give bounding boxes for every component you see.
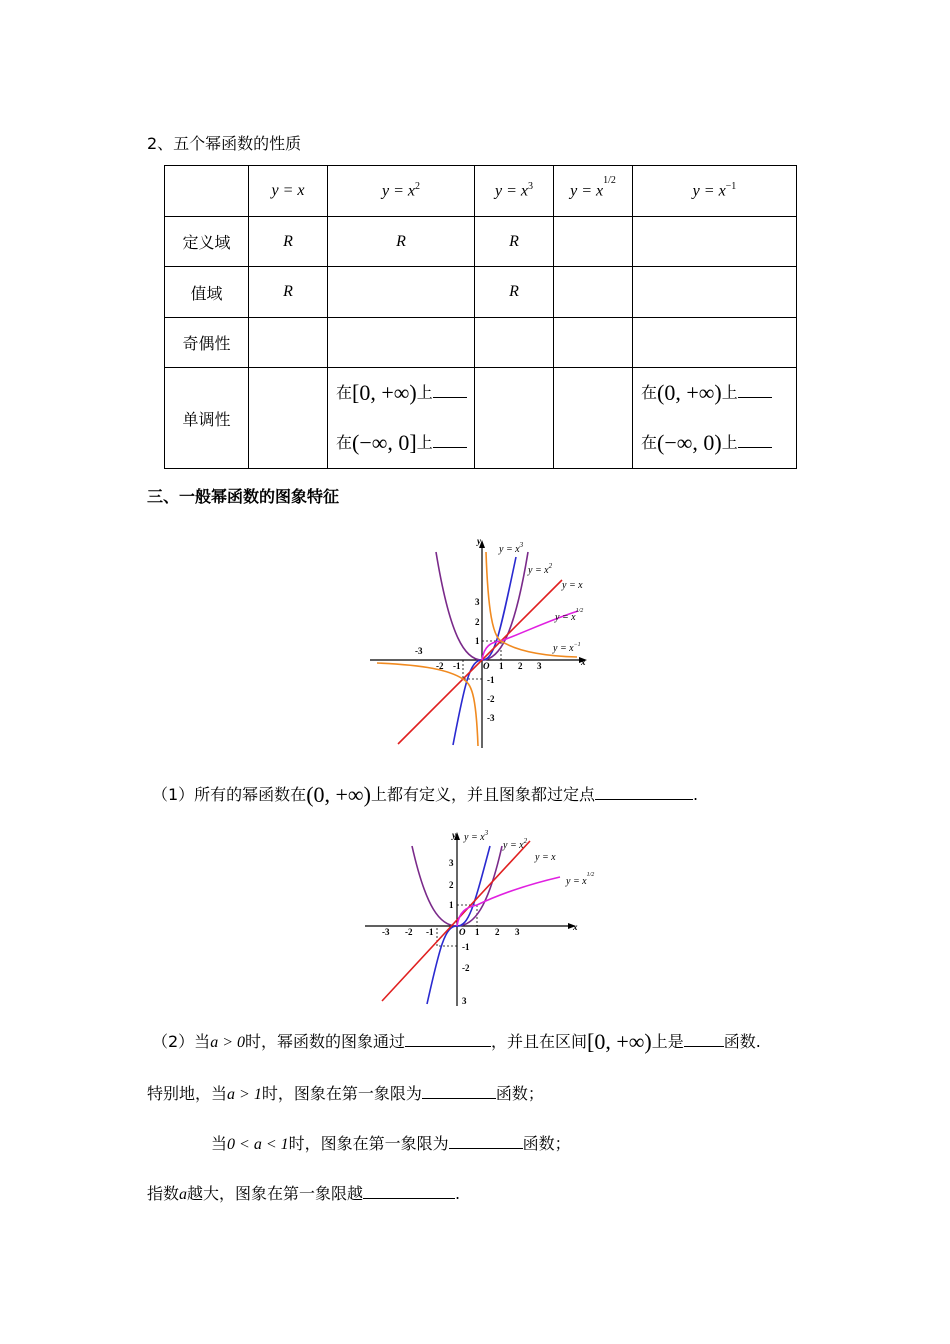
tick-y-neg2: -2 [487,694,495,704]
row-label-parity: 奇偶性 [165,318,249,368]
table-cell [475,368,554,469]
tick-y-neg1: -1 [462,942,470,952]
table-corner-cell [165,166,249,217]
tick-x-neg3: -3 [382,927,390,937]
table-row [165,217,797,267]
table-cell: R [328,217,475,267]
x-axis-label: x [573,922,578,932]
table-cell: R [475,217,554,267]
tick-y-neg3: 3 [462,996,467,1006]
table-cell [249,368,328,469]
label-square: $y = x^2$ [528,562,553,576]
header-y-x-half: $y = x^{1/2}$ [554,166,633,217]
table-cell [328,318,475,368]
table-row [165,267,797,318]
header-y-x3: $y = x^3$ [475,166,554,217]
tick-y-2: 2 [475,617,480,627]
tick-x-1: 1 [499,661,504,671]
curve-x-cubed [427,846,490,1004]
y-axis-label: y [477,536,481,546]
power-function-properties-table [164,165,797,469]
header-y-x2: $y = x^2$ [328,166,475,217]
y-axis-label: y [452,830,456,840]
x-axis-label: x [581,657,586,667]
label-cube: $y = x^3$ [499,541,524,555]
origin-label: O [483,661,490,671]
table-row [165,318,797,368]
tick-x-neg2: -2 [405,927,413,937]
table-cell: R [249,267,328,318]
label-inverse: $y = x^{-1}$ [553,642,581,654]
header-y-x: y = x [249,166,328,217]
guide-neg1 [437,926,457,946]
table-cell [554,217,633,267]
table-cell [475,318,554,368]
curve-x-inverse-q3 [377,663,478,746]
mono-cell-xinv: 在(0, +∞)上 在(−∞, 0)上 [633,368,797,469]
tick-x-neg2: -2 [436,661,444,671]
label-sqrt: $y = x^{1/2}$ [555,608,584,623]
tick-x-3: 3 [515,927,520,937]
tick-y-3: 3 [449,858,454,868]
tick-y-neg1: -1 [487,675,495,685]
graph-positive-exponent-functions [360,826,595,1008]
tick-x-1: 1 [475,927,480,937]
curve-x-linear [382,841,530,1001]
table-cell [328,267,475,318]
exponent-statement: 指数a越大，图象在第一象限越 . [147,1184,461,1203]
row-label-domain: 定义域 [165,217,249,267]
table-cell: R [249,217,328,267]
tick-y-neg2: -2 [462,963,470,973]
label-cube: $y = x^3$ [464,829,489,843]
label-sqrt: $y = x^{1/2}$ [566,872,595,887]
table-cell [633,217,797,267]
question-2: （2）当a > 0时，幂函数的图象通过 ，并且在区间[0, +∞)上是 函数. [152,1029,761,1054]
tick-y-1: 1 [475,636,480,646]
tick-y-1: 1 [449,900,454,910]
tick-y-2: 2 [449,880,454,890]
label-linear: y = x [535,852,556,863]
mono-cell-x2: 在[0, +∞)上 在(−∞, 0]上 [328,368,475,469]
tick-y-neg3: -3 [487,713,495,723]
table-cell [554,318,633,368]
tick-x-neg3: -3 [415,646,423,656]
section-3-title: 三、一般幂函数的图象特征 [147,487,340,506]
special-case-a-between-0-1: 当0 < a < 1时，图象在第一象限为 函数； [211,1134,571,1153]
tick-x-2: 2 [518,661,523,671]
graph-five-power-functions [365,532,595,750]
label-linear: y = x [562,580,583,591]
table-cell: R [475,267,554,318]
section-2-title: 2、五个幂函数的性质 [147,134,302,153]
table-cell [249,318,328,368]
tick-x-3: 3 [537,661,542,671]
special-case-a-greater-1: 特别地，当a > 1时，图象在第一象限为 函数； [147,1084,544,1103]
tick-y-3: 3 [475,597,480,607]
label-square: $y = x^2$ [503,837,528,851]
tick-x-neg1: -1 [453,661,461,671]
row-label-monotonicity: 单调性 [165,368,249,469]
table-cell [633,318,797,368]
table-cell [554,368,633,469]
table-row [165,368,797,469]
table-cell [554,267,633,318]
row-label-range: 值域 [165,267,249,318]
header-y-x-inverse: $y = x^{-1}$ [633,166,797,217]
tick-x-2: 2 [495,927,500,937]
table-cell [633,267,797,318]
origin-label: O [459,927,466,937]
question-1: （1）所有的幂函数在(0, +∞)上都有定义，并且图象都过定点 . [152,782,699,807]
tick-x-neg1: -1 [426,927,434,937]
